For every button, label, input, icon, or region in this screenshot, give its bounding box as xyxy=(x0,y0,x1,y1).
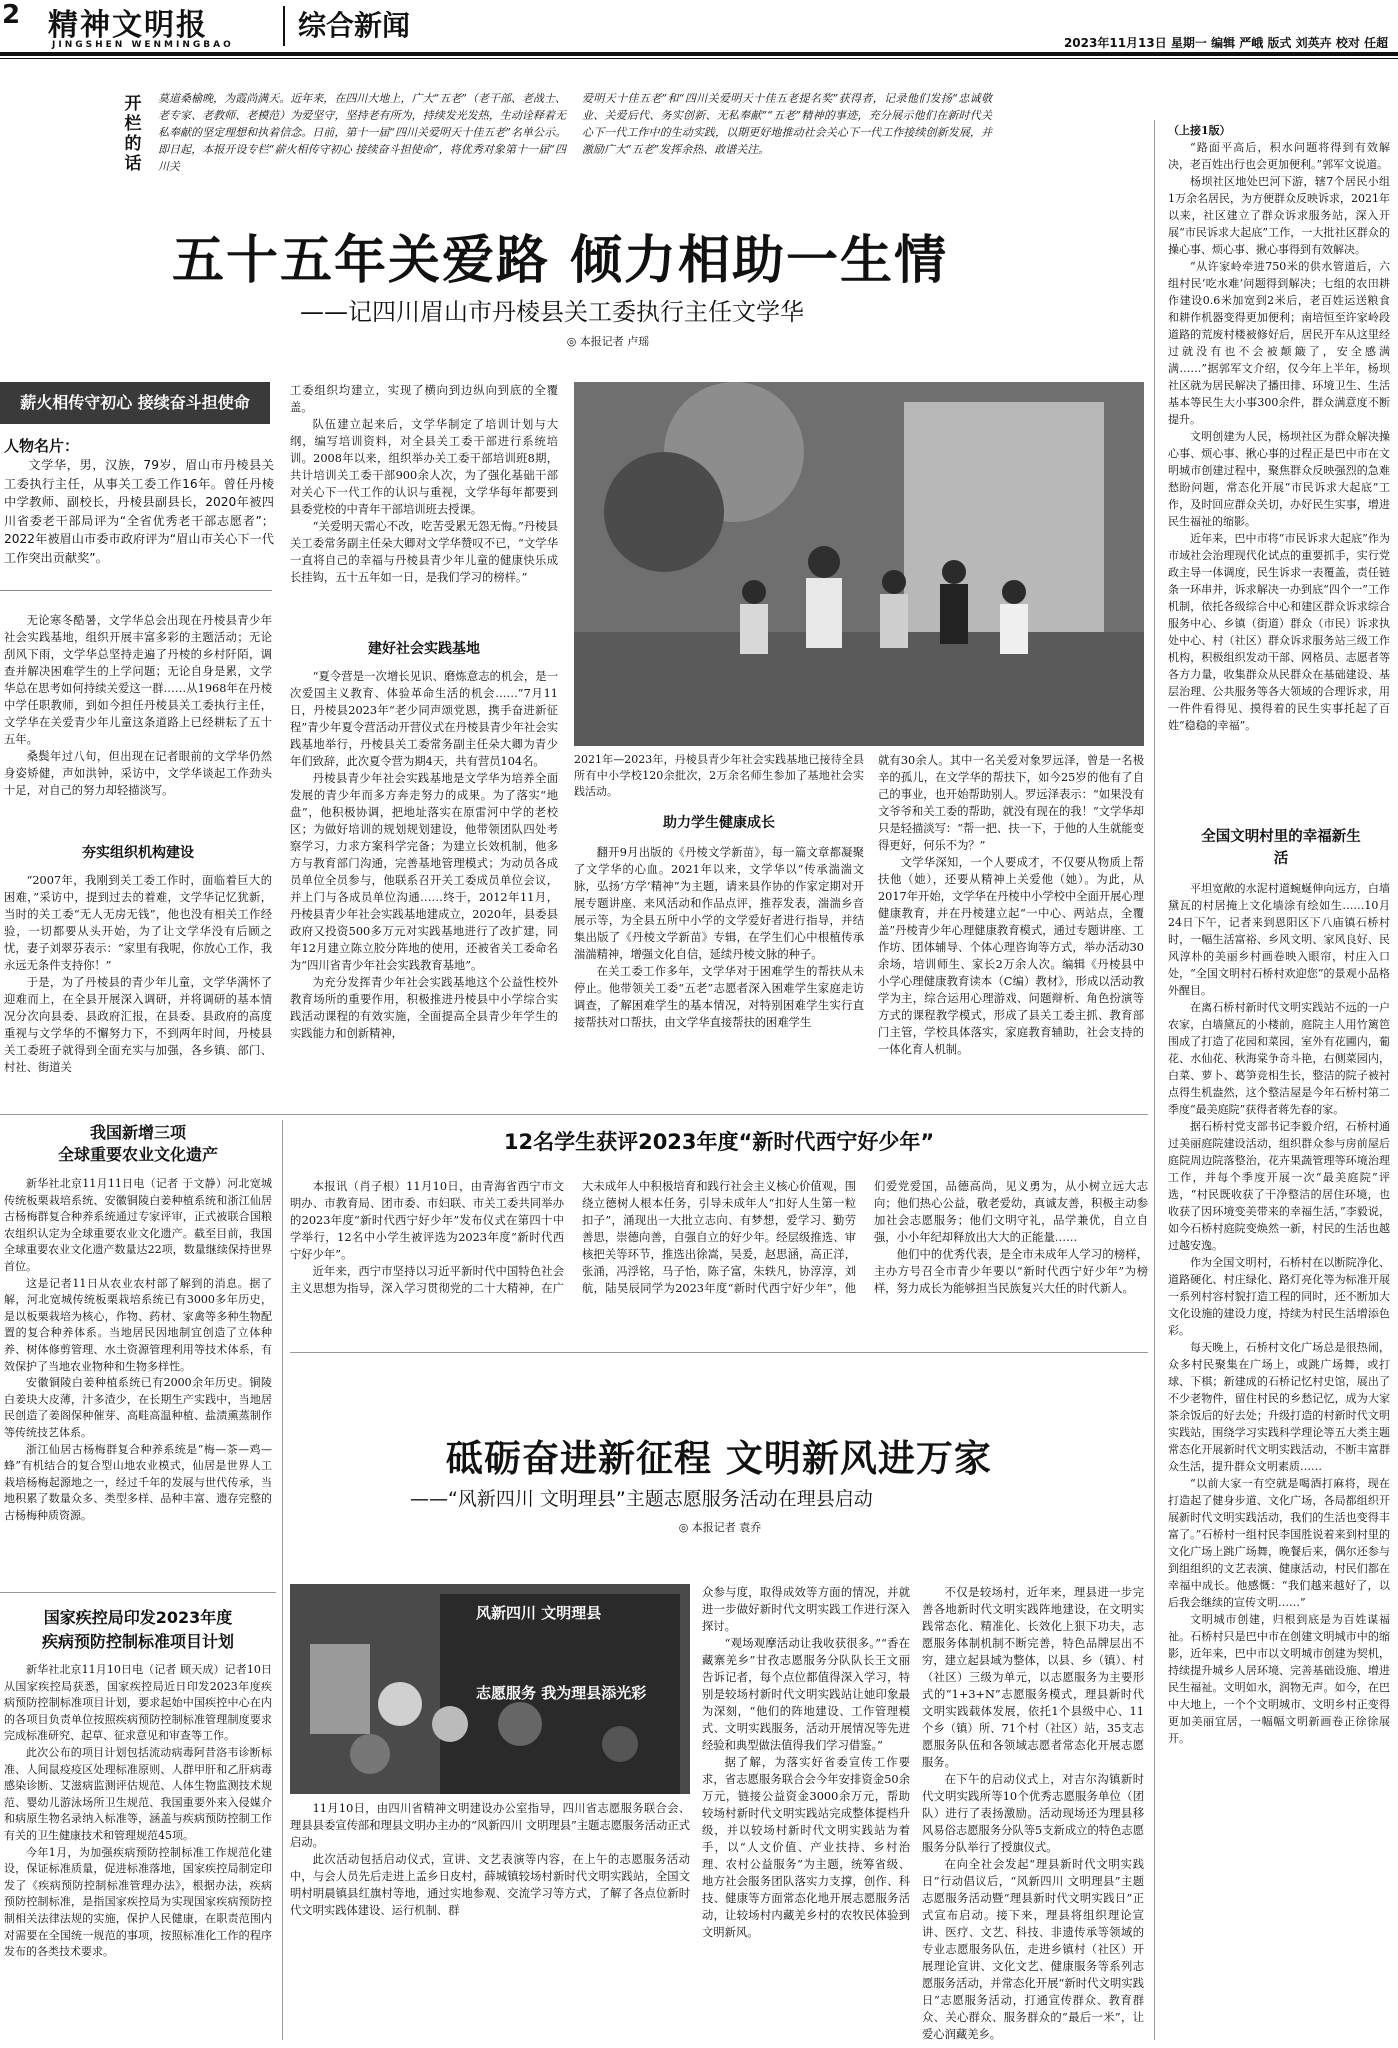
paragraph: “2007年，我刚到关工委工作时，面临着巨大的困难，”采访中，提到过去的着难，文学华记忆犹新，当时的关工委“无人无房无钱”，他也没有相关工作经验，一切都要从头开始，为了让文学华没有后顾之忧，妻子刘翠芬表示：“家里有我呢，你放心工作，我永远无条件支持你！” xyxy=(4,874,272,972)
volunteer-subtitle: ——“风新四川 文明理县”主题志愿服务活动在理县启动 xyxy=(410,1488,873,1510)
volunteer-photo xyxy=(290,1584,690,1794)
volunteer-article-c xyxy=(922,1584,1144,2041)
volunteer-byline: ◎ 本报记者 袁乔 xyxy=(678,1521,762,1534)
paragraph: 在关工委工作多年，文学华对于困难学生的帮扶从未停止。他带领关工委“五老”志愿者深入困难学生家庭走访调查，了解困难学生的基本情况，对特别困难学生实行直接帮扶对口帮扶，由文学华直接帮扶的困难学生 xyxy=(574,965,864,1029)
opening-text-col1: 莫道桑榆晚，为霞尚满天。近年来，在四川大地上，广大“五老”（老干部、老战士、老专家、老教师、老模范）为爱坚守，坚持老有所为，持续发光发热，生动诠释着无私奉献的坚定理想和执着信念。日前，第十一届“四川关爱明天十佳五老”名单公示。即日起，本报开设专栏“薪火相传守初心 接续奋斗担使命”，将优秀对象第十一届“四川关 xyxy=(158,92,566,173)
main-story-photo xyxy=(574,382,1144,746)
agri-title-line1: 我国新增三项 xyxy=(89,1123,186,1142)
youth-headline: 12名学生获评2023年度“新时代西宁好少年” xyxy=(503,1130,935,1154)
story-col3 xyxy=(574,844,864,1108)
paragraph: 文明城市创建，归根到底是为百姓谋福祉。石桥村只是巴中市在创建文明城市中的缩影，近年来，巴中市以文明城市创建为契机，持续提升城乡人居环境、完善基础设施、增进民生福祉。文明如水，润物无声。如今，在巴中大地上，一个个文明城市、文明乡村正变得更加美丽宜居，一幅幅文明新画卷正徐徐展开。 xyxy=(1168,1613,1390,1745)
column-tag: 薪火相传守初心 接续奋斗担使命 xyxy=(0,382,270,424)
paragraph: “从许家岭牵进750米的供水管道后，六组村民‘吃水难’问题得到解决；七组的农田耕作建设0.6米加宽到2米后，老百姓运送粮食和耕作机器变得更加便利；南培恒至许家岭段道路的荒废村楼被修好后，居民开车从这里经过就没有也不会被颠簸了，安全感满满……”据郭军文介绍，仅今年上半年，杨坝社区就为居民解决了播田排、环境卫生、生活基本等民生大小事300余件，群众满意度不断提升。 xyxy=(1168,260,1390,426)
paragraph: 新华社北京11月10日电（记者 顾天成）记者10日从国家疾控局获悉，国家疾控局近日印发2023年度疾病预防控制标准项目计划，要求起始中国疾控中心在内的各项目负责单位按照疾病预防控制标准管理制度要求完成标准研究、起草、征求意见和审查等工作。 xyxy=(4,1663,272,1743)
photo-illustration xyxy=(574,382,1144,746)
story-col2-top xyxy=(290,382,558,630)
paragraph: 作为全国文明村，石桥村在以断院净化、道路硬化、村庄绿化、路灯亮化等为标准开展一系列村容村貌打造工程的同时，还不断加大文化设施的建设力度，持续为村民生活增添色彩。 xyxy=(1168,1256,1390,1337)
issue-meta: 2023年11月13日 星期一 编辑 严峨 版式 刘英卉 校对 任超 xyxy=(1063,36,1388,50)
paragraph: “以前大家一有空就是喝酒打麻将，现在打造起了健身步道、文化广场，各局都组织开展新时代文明实践活动，我们的生活也变得丰富了。”石桥村一组村民李国胜说着来到村里的文化广场上跳广场舞，晚餐后来，偶尔还参与到组组织的文艺表演、健康活动，村民们都在幸福中成长。他感慨：“我们越来越好了，以后我会继续的宣传文明……” xyxy=(1168,1477,1390,1609)
masthead-rule xyxy=(0,52,1398,56)
right-col-continued xyxy=(1168,122,1390,814)
profile-heading: 人物名片： xyxy=(4,437,80,455)
youth-article xyxy=(290,1178,1148,1346)
paragraph: 新华社北京11月11日电（记者 于文静）河北宽城传统板栗栽培系统、安徽铜陵白姜种植系统和浙江仙居古杨梅群复合种养系统通过专家评审，正式被联合国粮农组织认定为全球重要农业文化遗产。截至目前，我国全球重要农业文化遗产数量达22项，数量继续保持世界首位。 xyxy=(4,1177,272,1273)
paragraph: 众参与度，取得成效等方面的情况，并就进一步做好新时代文明实践工作进行深入探讨。 xyxy=(702,1586,910,1633)
ncdc-article xyxy=(4,1662,272,2040)
page-number: 2 xyxy=(2,0,21,30)
story-col2-base xyxy=(290,668,558,1108)
paragraph: 文明创建为人民，杨坝社区为群众解决操心事、烦心事、揪心事的过程正是巴中市在文明城市创建过程中，聚焦群众反映强烈的急难愁盼问题，常态化开展“市民诉求大起底”工作，及时回应群众关切，办好民生实事，增进民生福祉的缩影。 xyxy=(1168,430,1390,528)
paragraph: 近年来，西宁市坚持以习近平新时代中国特色社会主义思想为指导，深入学习贯彻党的二十大精神，在广大未成年人中积极培育和践行社会主义核心价值观，围绕立德树人根本任务，引导未成年人“扣好人生第一粒扣子”，涌现出一大批立志向、有梦想，爱学习、勤劳善思，崇德向善，自强自立的好少年。经层级推选、审核把关等环节，推选出徐嵩，吴爰，赵思涵，高正洋，张涌，冯浮铭，马子怡，陈子富，朱轶凡，协淳淳，刘航，陆昊辰同学为2023年度“新时代西宁好少年”，他们爱党爱国，品德高尚，见义勇为，从小树立远大志向；他们热心公益，敬老爱幼，真诚友善，积极主动参加社会志愿服务；他们文明守礼，品学兼优，自立自强，小小年纪却释放出大大的正能量…… xyxy=(290,1180,1148,1295)
lower-column-divider xyxy=(282,1120,283,2040)
paragraph: 无论寒冬酷暑，文学华总会出现在丹棱县青少年社会实践基地，组织开展丰富多彩的主题活动；无论刮风下雨，文学华总坚持走遍了丹棱的乡村阡陌，调查并解决困难学生的上学问题；无论自身是累，文学华总在思考如何持续关爱这一群……从1968年在丹棱中学任职教师，到如今担任丹棱县关工委执行主任，文学华在关爱青少年儿童这条道路上已经耕耘了五十五年。 xyxy=(4,614,272,746)
volunteer-article-a xyxy=(290,1800,690,2032)
main-byline: ◎ 本报记者 卢瑶 xyxy=(566,335,650,348)
paragraph: 浙江仙居古杨梅群复合种养系统是“梅—茶—鸡—蜂”有机结合的复合型山地农业模式，仙居是世界人工栽培杨梅起源地之一，经过千年的发展与世代传承，当地积累了数量众多、类型多样、品种丰富、遗存完整的古杨梅种质资源。 xyxy=(4,1442,272,1522)
paragraph: 杨坝社区地处巴河下游，辖7个居民小组1万余名居民，为方便群众反映诉求，2021年以来，社区建立了群众诉求服务站，深入开展“市民诉求大起底”工作，一大批社区群众的操心事、烦心事、揪心事得到有效解决。 xyxy=(1168,175,1390,256)
story-col1-intro xyxy=(4,612,272,832)
newspaper-title: 精神文明报 xyxy=(48,8,208,43)
story-col4 xyxy=(878,752,1144,1108)
volunteer-article-b xyxy=(702,1584,910,2032)
agri-title-line2: 全球重要农业文化遗产 xyxy=(57,1145,218,1164)
subhead-base: 建好社会实践基地 xyxy=(368,641,480,657)
ncdc-title-line2: 疾病预防控制标准项目计划 xyxy=(41,1632,234,1651)
profile-divider xyxy=(0,590,272,591)
paragraph: 队伍建立起来后，文学华制定了培训计划与大纲，编写培训资料，对全县关工委干部进行系统培训。2008年以来，组织举办关工委干部培训班8期，共计培训关工委干部900余人次，为了强化基础干部对关心下一代工作的认识与重视，文学华每年都要到县委党校的中青年干部培训班去授课。 xyxy=(290,418,558,516)
paragraph: “关爱明天需心不改，吃苦受累无怨无悔。”丹棱县关工委常务副主任朵大卿对文学华赞叹不已，“文学华一直将自己的幸福与丹棱县青少年儿童的健康快乐成长挂钩，五十五年如一日，是我们学习的榜样。” xyxy=(290,520,558,584)
masthead-divider xyxy=(283,6,285,46)
paragraph: 工委组织均建立，实现了横向到边纵向到底的全覆盖。 xyxy=(290,384,558,414)
section-title: 综合新闻 xyxy=(298,9,411,42)
paragraph: 今年1月，为加强疾病预防控制标准工作规范化建设，保证标准质量，促进标准落地，国家疾控局制定印发了《疾病预防控制标准管理办法》，根据办法，疾病预防控制标准，是指国家疾控局为实现国家疾病预防控制相关法律法规的实施，保护人民健康，在职责范围内对需要在全国统一规范的事项，按照标准化工作的程序发布的各类技术要求。 xyxy=(4,1845,272,1959)
paragraph: 为充分发挥青少年社会实践基地这个公益性校外教育场所的重要作用，积极推进丹棱县中小学综合实践活动课程的有效实施，全面提高全县青少年学生的实践能力和创新精神， xyxy=(290,976,558,1040)
section-divider xyxy=(0,1114,1148,1115)
paragraph: 他们中的优秀代表，是全市未成年人学习的榜样，主办方号召全市青少年要以“新时代西宁好少年”为榜样，努力成长为能够担当民族复兴大任的时代新人。 xyxy=(874,1248,1148,1295)
profile-box xyxy=(4,436,274,568)
paragraph: 近年来，巴中市将“市民诉求大起底”作为市域社会治理现代化试点的重要抓手，实行党政主导一体调度，民生诉求一表覆盖，责任链条一环串并，诉求解决一办到底“四个一”工作机制，依托各级综合中心和建区群众诉求综合服务中心、乡镇（街道）群众（市民）诉求执处中心、村（社区）群众诉求服务站三级工作机构，积极组织发动干部、网格员、志愿者等各方力量，收集群众从民群众在基础建设、基层治理、公共服务等各大领域的合理诉求，用一件件看得见、摸得着的民生实事托起了百姓“稳稳的幸福”。 xyxy=(1168,532,1390,732)
newspaper-pinyin: JINGSHEN WENMINGBAO xyxy=(52,40,234,50)
paragraph: 每天晚上，石桥村文化广场总是很热闹，众多村民聚集在广场上，或跳广场舞，或打球、下棋；新建成的石桥记忆村史馆，展出了不少老物件，留住村民的乡愁记忆，成为大家茶余饭后的好去处；升级打造的村新时代文明实践站，围绕学习实践科学理论等五大类主题常态化开展新时代文明实践活动，不断丰富群众生活，提升群众文明素质…… xyxy=(1168,1341,1390,1473)
paragraph: 翻开9月出版的《丹棱文学新苗》，每一篇文章都凝聚了文学华的心血。2021年以来，文学华以“传承湍湍文脉，弘扬‘方学’精神”为主题，请来县作协的作家定期对开展专题讲座、来风活动和作品点评，推荐发表，湍湍乡音展示等，为全县五所中小学的文学爱好者进行指导，并结集出版了《丹棱文学新苗》专辑，在学生们心中根植传承湍湍精神，增强文化自信，延续丹棱文脉的种子。 xyxy=(574,846,864,961)
photo-banner-slogan: 志愿服务 我为理县添光彩 xyxy=(476,1684,647,1702)
photo-caption: 2021年—2023年，丹棱县青少年社会实践基地已接待全县所有中小学校120余批次，2万余名师生参加了基地社会实践活动。 xyxy=(574,753,864,798)
paragraph: 安徽铜陵白姜种植系统已有2000余年历史。铜陵白姜块大皮薄，汁多渣少，在长期生产实践中，当地居民创造了姜阁保种催芽、高畦高温种植、盐渍熏蒸制作等传统技艺体系。 xyxy=(4,1376,272,1439)
opening-text-col2: 爱明天十佳五老”和“四川关爱明天十佳五老提名奖”获得者，记录他们发扬“忠诚敬业、关爱后代、务实创新、无私奉献”“五老”精神的事迹，充分展示他们在新时代关心下一代工作中的生动实践，以期更好地推动社会关心下一代工作接续创新发展，并激励广大“五老”发挥余热、敢谱关注。 xyxy=(582,92,992,156)
photo-banner-text: 风新四川 文明理县 xyxy=(476,1604,602,1622)
youth-divider xyxy=(290,1352,1148,1353)
paragraph: 在下午的启动仪式上，对吉尔沟镇新时代文明实践所等10个优秀志愿服务单位（团队）进行了表扬激励。活动现场还为理县移风易俗志愿服务分队等5支新成立的特色志愿服务分队举行了授旗仪式。 xyxy=(922,1773,1144,1854)
paragraph: 桑鬓年过八旬，但出现在记者眼前的文学华仍然身姿矫健，声如洪钟，采访中，文学华谈起工作劲头十足，对自己的努力却轻描淡写。 xyxy=(4,750,272,797)
paragraph: “夏令营是一次增长见识、磨炼意志的机会，是一次爱国主义教育、体验革命生活的机会……”7月11日，丹棱县2023年“老少同声颂党恩，携手奋进新征程”青少年夏令营活动开营仪式在丹棱县青少年社会实践基地举行，丹棱县关工委常务副主任朵大卿为青少年们致辞，此次夏令营为期4天，共有营员104名。 xyxy=(290,670,558,768)
paragraph: “观场观摩活动让我收获很多。”“香在藏寨羌乡”甘孜志愿服务分队队长王文丽告诉记者，每个点位都值得深入学习，特别是较场村新时代文明实践站让她印象最为深刻，“他们的阵地建设、工作管理模式、文明实践服务，活动开展情况等先进经验和典型做法值得我们学习借鉴。” xyxy=(702,1637,910,1752)
paragraph: 不仅是较场村，近年来，理县进一步完善各地新时代文明实践阵地建设，在文明实践常态化、精准化、长效化上狠下功夫，志愿服务体制机制不断完善，特色品牌层出不穷，建立起县域为整体，以县、乡（镇）、村（社区）三级为单元，以志愿服务为主要形式的“1+3+N”志愿服务模式，理县新时代文明实践载体发展，依托1个县级中心、11个乡（镇）所、71个村（社区）站，35支志愿服务队伍和各领域志愿者常态化开展志愿服务。 xyxy=(922,1586,1144,1769)
agri-article xyxy=(4,1176,272,1586)
main-subtitle: ——记四川眉山市丹棱县关工委执行主任文学华 xyxy=(300,298,804,326)
masthead-rule-thin xyxy=(0,58,1398,59)
paragraph: 11月10日，由四川省精神文明建设办公室指导，四川省志愿服务联合会、理县县委宣传部和理县文明办主办的“风新四川 文明理县”主题志愿服务活动正式启动。 xyxy=(290,1802,690,1849)
paragraph: 文学华深知，一个人要成才，不仅要从物质上帮扶他（她），还要从精神上关爱他（她）。为此，从2017年开始，文学华在丹棱中小学校中全面开展心理健康教育，并在丹棱建立起“一中心、两站点，全覆盖”丹棱青少年心理健康教育模式，通过专题讲座、工作坊、团体辅导、个体心理咨询等方式，举办活动30余场，培训师生、家长2万余人次。编辑《丹棱县中小学心理健康教育读本（C编）教材》，形成以活动教学为主，综合运用心理游戏、问题辩析、角色扮演等方式的课程教学模式，形成了县关工委主抓、教育部门主管，学校具体落实，家庭教育辅助，社会支持的一体化育人机制。 xyxy=(878,856,1144,1056)
main-headline: 五十五年关爱路 倾力相助一生情 xyxy=(171,231,949,291)
agri-divider xyxy=(0,1592,276,1593)
story-col1-organize xyxy=(4,872,272,1108)
volunteer-headline: 砥砺奋进新征程 文明新风进万家 xyxy=(446,1437,992,1480)
subhead-organize: 夯实组织机构建设 xyxy=(82,845,194,861)
paragraph: 本报讯（肖子根）11月10日，由青海省西宁市文明办、市教育局、团市委、市妇联、市关工委共同举办的2023年度“新时代西宁好少年”发布仪式在第四十中学举行，12名中小学生被评选为2023年度“新时代西宁好少年”。 xyxy=(290,1180,564,1261)
profile-text: 文学华，男，汉族，79岁，眉山市丹棱县关工委执行主任，从事关工委工作16年。曾任丹棱中学教师、副校长，丹棱县副县长，2020年被四川省委老干部局评为“全省优秀老干部志愿者”；2022年被眉山市委市政府评为“眉山市关心下一代工作突出贡献奖”。 xyxy=(4,458,274,565)
paragraph: 就有30余人。其中一名关爱对象罗远泽，曾是一名极辛的孤儿，在文学华的帮扶下，如今25岁的他有了自己的事业，也开始帮助别人。罗远泽表示：“如果没有文爷爷和关工委的帮助，就没有现在的我！”文学华却只是轻描淡写：“帮一把、扶一下，于他的人生就能变得更好，何乐不为？” xyxy=(878,754,1144,852)
paragraph: 丹棱县青少年社会实践基地是文学华为培养全面发展的青少年而多方奔走努力的成果。为了落实“地盘”，他积极协调，把地址落实在原雷河中学的老校区；为做好培训的规划规划建设，他带领团队四处考察学习，力求方案科学完备；为建立长效机制，他多方与教育部门沟通，完善基地管理模式；为动员各成员单位全员参与，他联系召开关工委成员单位会议，并上门与各成员单位沟通……终于，2012年11月，丹棱县青少年社会实践基地建成立，2020年，县委县政府又投资500多万元对实践基地进行了改扩建，同年12月建立陈立胶分阵地的使用，还被省关工委命名为“四川省青少年社会实践教育基地”。 xyxy=(290,772,558,972)
paragraph: 平坦宽敞的水泥村道蜿蜒伸向远方，白墙黛瓦的村居掩上文化墙涂有绘如生……10月24日下午，记者来到恩阳区下八庙镇石桥村时，一幅生活富裕、乡风文明、家风良好、民风淳朴的美丽乡村画卷映入眼帘，村庄入口处，“全国文明村石桥村欢迎您”的景观小品格外醒目。 xyxy=(1168,882,1390,997)
ncdc-headline xyxy=(4,1606,272,1654)
continued-marker: （上接1版） xyxy=(1168,124,1231,137)
agri-headline xyxy=(4,1122,272,1166)
paragraph: 此次活动包括启动仪式，宣讲、文艺表演等内容，在上午的志愿服务活动中，与会人员先后走进上孟乡日皮村，薛城镇较场村新时代文明实践站，全国文明村明晨镇县红旗村等地，通过实地参观、交流学习等方式，了解了各点位新时代文明实践体建设、运行机制、群 xyxy=(290,1853,690,1917)
opening-label: 开栏的话 xyxy=(124,94,142,174)
paragraph: 于是，为了丹棱县的青少年儿童，文学华满怀了迎难而上，在全县开展深入调研，并将调研的基本情况分次向县委、县政府汇报，在县委、县政府的高度重视与文学华的不懈努力下，不到两年时间，丹棱县关工委班子就得到全面充实与加强，各乡镇、部门、村社、街道关 xyxy=(4,976,272,1074)
ncdc-title-line1: 国家疾控局印发2023年度 xyxy=(43,1608,233,1627)
paragraph: 在离石桥村新时代文明实践站不远的一户农家，白墙黛瓦的小楼前，庭院主人用竹篱笆围成了打造了花园和菜园，室外有花圃内，葡花、水仙花、秋海棠争奇斗艳，右侧菜园内，白菜、萝卜、葛笋竞相生长，整洁的院子被衬点得生机盎然，这个整洁屋是今年石桥村第二季度“最美庭院”获得者蒋先春的家。 xyxy=(1168,1001,1390,1116)
right-col-heading: 全国文明村里的幸福新生活 xyxy=(1201,829,1361,867)
column-divider xyxy=(1154,120,1155,2040)
paragraph: 据石桥村党支部书记李毅介绍，石桥村通过美丽庭院建设活动，组织群众参与房前屋后庭院周边院落整治，花卉果蔬管理等环境治理工作，并每个季度开展一次“最美庭院”评选，“村民既收获了干净整洁的居住环境，也收获了因环境变美带来的幸福生活，”李毅说，如今石桥村庭院变焕然一新，村民的生活也越过越安逸。 xyxy=(1168,1120,1390,1252)
paragraph: 在向全社会发起“理县新时代文明实践日”行动倡议后，“风新四川 文明理县”主题志愿服务活动暨“理县新时代文明实践日”正式宣布启动。接下来，理县将组织理论宣讲、医疗、文艺、科技、非遗传承等领域的专业志愿服务队伍，走进乡镇村（社区）开展理论宣讲、文化文艺、健康服务等系列志愿服务活动，并常态化开展“新时代文明实践日”志愿服务活动，打通宣传群众、教育群众、关心群众、服务群众的“最后一米”，让爱心润藏羌乡。 xyxy=(922,1858,1144,2041)
paragraph: “路面平高后，积水问题将得到有效解决，老百姓出行也会更加便利。”郭军文说道。 xyxy=(1168,141,1390,171)
paragraph: 据了解，为落实好省委宣传工作要求，省志愿服务联合会今年安排资金50余万元，链接公益资金3000余万元，帮助较场村新时代文明实践站完成整体提档升级，并以较场村新时代文明实践站为着手，以“人文价值、产业扶持、乡村治理、农村公益服务”为主题，统筹省级、地方社会服务团队落实力支撑，创作、科技、健康等方面常态化地开展志愿服务活动，让较场村内藏羌乡村的农牧民体验到文明新风。 xyxy=(702,1756,910,1939)
right-col-village xyxy=(1168,880,1390,2030)
paragraph: 这是记者11日从农业农村部了解到的消息。据了解，河北宽城传统板栗栽培系统已有3000多年历史，是以板栗栽培为核心，作物、药材、家禽等多种生物配置的复合种养体系。当地居民因地制宜创造了立体种养、树体修剪管理、水土资源管理利用等技术体系，有效保护了当地农业物种和生物多样性。 xyxy=(4,1276,272,1373)
paragraph: 此次公布的项目计划包括流动病毒阿昔洛韦诊断标准、人间鼠疫疫区处理标准原则、人群甲肝和乙肝病毒感染诊断、艾滋病监测评估规范、人体生物监测技术规范、婴幼儿游泳场所卫生规范、我国重要外来入侵媒介和病原生物名录纳入标准等，涵盖与疾病预防控制工作有关的卫生健康技术和管理规范45项。 xyxy=(4,1745,272,1842)
subhead-health: 助力学生健康成长 xyxy=(663,815,775,831)
